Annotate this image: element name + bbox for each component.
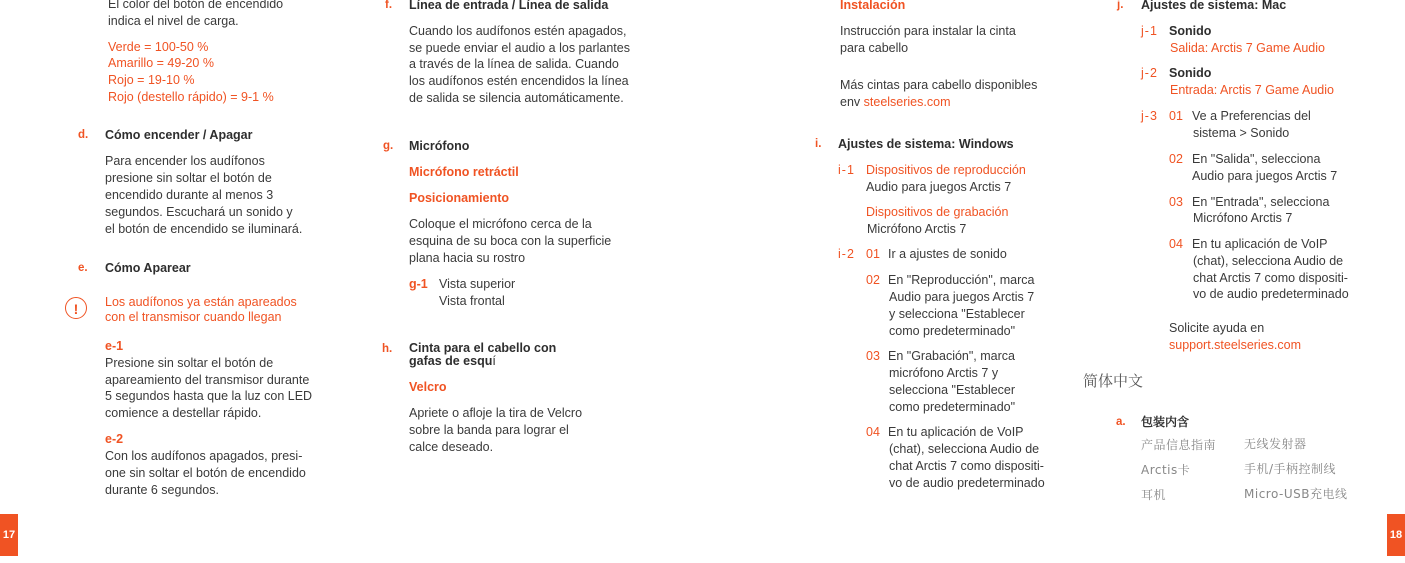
body-line: 5 segundos hasta que la luz con LED — [105, 389, 313, 403]
playback-devices-value: Audio para juegos Arctis 7 — [866, 180, 1012, 194]
body-line: durante 6 segundos. — [105, 483, 219, 497]
link-prefix: env — [840, 95, 861, 109]
support-link[interactable]: support.steelseries.com — [1169, 338, 1302, 352]
battery-level-red-flash: Rojo (destello rápido) = 9-1 % — [108, 90, 274, 104]
battery-intro-line: indica el nivel de carga. — [108, 14, 239, 28]
body-line: presione sin soltar el botón de — [105, 171, 272, 185]
language-heading-chinese: 简体中文 — [1083, 372, 1144, 390]
section-letter-h: h. — [382, 343, 393, 355]
body-line: Para encender los audífonos — [105, 154, 265, 168]
section-letter-j: j. — [1117, 0, 1124, 11]
contents-item: 手机/手柄控制线 — [1244, 462, 1337, 476]
step-label-j3: j-3 — [1141, 109, 1158, 123]
recording-devices-value: Micrófono Arctis 7 — [867, 222, 967, 236]
warning-icon: ! — [65, 297, 87, 319]
step-text: vo de audio predeterminado — [889, 476, 1045, 490]
subtitle-retractable-mic: Micrófono retráctil — [409, 165, 519, 179]
step-text: sistema > Sonido — [1193, 126, 1290, 140]
step-text: Micrófono Arctis 7 — [1193, 211, 1293, 225]
contents-item: 耳机 — [1141, 488, 1167, 502]
step-number: 04 — [866, 425, 880, 439]
section-title-line-io: Línea de entrada / Línea de salida — [409, 0, 609, 12]
step-number: 01 — [866, 247, 880, 261]
contents-item: 产品信息指南 — [1141, 438, 1217, 452]
body-line: el botón de encendido se iluminará. — [105, 222, 303, 236]
step-text: y selecciona "Establecer — [889, 307, 1025, 321]
page-number-right: 18 — [1387, 514, 1405, 556]
pairing-warning-line: con el transmisor cuando llegan — [105, 310, 282, 324]
section-letter-e: e. — [78, 262, 88, 274]
battery-level-red: Rojo = 19-10 % — [108, 73, 195, 87]
step-text: Ir a ajustes de sonido — [888, 247, 1007, 261]
sound-input-line: Entrada: Arctis 7 Game Audio — [1170, 83, 1334, 97]
step-label-j2: j-2 — [1141, 66, 1158, 80]
step-number: 03 — [1169, 195, 1183, 209]
step-label-i1: i-1 — [838, 163, 855, 177]
sound-title-j2: Sonido — [1169, 66, 1212, 80]
section-letter-g: g. — [383, 140, 394, 152]
step-text: chat Arctis 7 como dispositi- — [1193, 271, 1348, 285]
body-line: Apriete o afloje la tira de Velcro — [409, 406, 583, 420]
step-text: Ve a Preferencias del — [1192, 109, 1311, 123]
step-text: (chat), selecciona Audio de — [889, 442, 1040, 456]
step-text: En "Reproducción", marca — [888, 273, 1035, 287]
body-line: apareamiento del transmisor durante — [105, 373, 310, 387]
step-text: En tu aplicación de VoIP — [1192, 237, 1328, 251]
body-line: se puede enviar el audio a los parlantes — [409, 41, 630, 55]
recording-devices-title: Dispositivos de grabación — [866, 205, 1009, 219]
body-line: Cuando los audífonos estén apagados, — [409, 24, 627, 38]
title-suffix: í — [492, 354, 496, 368]
more-straps-text: Más cintas para cabello disponibles — [840, 78, 1038, 92]
step-text: En tu aplicación de VoIP — [888, 425, 1024, 439]
step-number: 02 — [866, 273, 880, 287]
subtitle-installation: Instalación — [840, 0, 906, 12]
step-text: vo de audio predeterminado — [1193, 287, 1349, 301]
section-title-mac: Ajustes de sistema: Mac — [1141, 0, 1287, 12]
step-number: 01 — [1169, 109, 1183, 123]
view-top: Vista superior — [439, 277, 516, 291]
input-key: Entrada — [1170, 83, 1214, 97]
output-value: Arctis 7 Game Audio — [1211, 41, 1325, 55]
sound-output-line: Salida: Arctis 7 Game Audio — [1170, 41, 1325, 55]
step-text: chat Arctis 7 como dispositi- — [889, 459, 1044, 473]
body-line: a través de la línea de salida. Cuando — [409, 57, 619, 71]
section-title-ski-strap-line2 — [409, 354, 496, 368]
section-title-pairing: Cómo Aparear — [105, 261, 191, 275]
body-line: encendido durante al menos 3 — [105, 188, 274, 202]
section-title-windows: Ajustes de sistema: Windows — [838, 137, 1014, 151]
body-line: comience a destellar rápido. — [105, 406, 262, 420]
body-line: Instrucción para instalar la cinta — [840, 24, 1016, 38]
body-line: los audífonos estén encendidos la línea — [409, 74, 629, 88]
step-text: como predeterminado" — [889, 400, 1016, 414]
section-letter-a: a. — [1116, 416, 1126, 428]
step-text: como predeterminado" — [889, 324, 1016, 338]
step-text: selecciona "Establecer — [889, 383, 1016, 397]
step-number: 04 — [1169, 237, 1183, 251]
contents-item: 无线发射器 — [1244, 437, 1307, 451]
section-title-power: Cómo encender / Apagar — [105, 128, 253, 142]
steelseries-link[interactable]: steelseries.com — [863, 95, 951, 109]
battery-level-green: Verde = 100-50 % — [108, 40, 209, 54]
body-line: segundos. Escuchará un sonido y — [105, 205, 293, 219]
battery-level-yellow: Amarillo = 49-20 % — [108, 56, 214, 70]
section-title-contents: 包装内含 — [1141, 415, 1190, 429]
step-label-e1: e-1 — [105, 339, 124, 353]
body-line: Coloque el micrófono cerca de la — [409, 217, 592, 231]
body-line: sobre la banda para lograr el — [409, 423, 569, 437]
pairing-warning-line: Los audífonos ya están apareados — [105, 295, 297, 309]
input-value: Arctis 7 Game Audio — [1220, 83, 1334, 97]
body-line: plana hacia su rostro — [409, 251, 526, 265]
section-letter-i: i. — [815, 138, 822, 150]
step-text: micrófono Arctis 7 y — [889, 366, 999, 380]
step-label-g1: g-1 — [409, 277, 428, 291]
body-line: Con los audífonos apagados, presi- — [105, 449, 303, 463]
contents-item: Micro-USB充电线 — [1244, 487, 1348, 501]
step-number: 02 — [1169, 152, 1183, 166]
title-text: gafas de esqu — [409, 354, 493, 368]
body-line: para cabello — [840, 41, 909, 55]
step-label-e2: e-2 — [105, 432, 124, 446]
body-line: Presione sin soltar el botón de — [105, 356, 274, 370]
step-text: Audio para juegos Arctis 7 — [889, 290, 1035, 304]
battery-intro-line: El color del botón de encendido — [108, 0, 284, 11]
page-number-left: 17 — [0, 514, 18, 556]
contents-item: Arctis卡 — [1141, 463, 1191, 477]
body-line: one sin soltar el botón de encendido — [105, 466, 306, 480]
step-text: En "Entrada", selecciona — [1192, 195, 1330, 209]
step-number: 03 — [866, 349, 880, 363]
step-text: En "Grabación", marca — [888, 349, 1015, 363]
output-key: Salida — [1170, 41, 1205, 55]
step-text: En "Salida", selecciona — [1192, 152, 1321, 166]
section-title-ski-strap: Cinta para el cabello con — [409, 341, 557, 355]
section-letter-f: f. — [385, 0, 393, 11]
support-text: Solicite ayuda en — [1169, 321, 1265, 335]
section-title-microphone: Micrófono — [409, 139, 470, 153]
step-label-j1: j-1 — [1141, 24, 1158, 38]
view-front: Vista frontal — [439, 294, 505, 308]
body-line: esquina de su boca con la superficie — [409, 234, 612, 248]
sound-title-j1: Sonido — [1169, 24, 1212, 38]
step-label-i2: i-2 — [838, 247, 855, 261]
step-text: (chat), selecciona Audio de — [1193, 254, 1344, 268]
body-line: de salida se silencia automáticamente. — [409, 91, 624, 105]
section-letter-d: d. — [78, 129, 89, 141]
body-line: calce deseado. — [409, 440, 494, 454]
subtitle-positioning: Posicionamiento — [409, 191, 510, 205]
subtitle-velcro: Velcro — [409, 380, 447, 394]
playback-devices-title: Dispositivos de reproducción — [866, 163, 1026, 177]
more-straps-link-line — [840, 94, 950, 111]
step-text: Audio para juegos Arctis 7 — [1192, 169, 1338, 183]
